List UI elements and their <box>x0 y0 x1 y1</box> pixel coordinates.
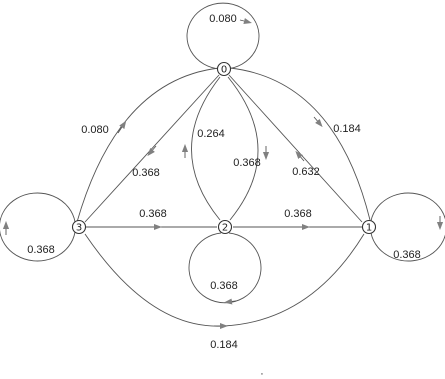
label-0-to-1: 0.184 <box>333 123 361 135</box>
state-node-0 <box>218 63 231 76</box>
edge-2-to-0 <box>185 77 220 220</box>
svg-text:3: 3 <box>75 222 83 234</box>
svg-text:1: 1 <box>365 222 373 234</box>
svg-text:0: 0 <box>220 64 228 76</box>
edge-0-to-1 <box>230 68 370 220</box>
self-loop-2 <box>189 233 261 303</box>
edge-3-to-0 <box>77 68 219 222</box>
label-3-to-1: 0.184 <box>210 339 238 351</box>
svg-text:2: 2 <box>221 222 229 234</box>
label-3-to-0: 0.080 <box>81 124 109 136</box>
label-self-1: 0.368 <box>393 249 421 261</box>
label-3-to-2: 0.368 <box>139 208 167 220</box>
edge-1-to-0 <box>229 75 362 222</box>
label-2-to-0: 0.264 <box>197 128 225 140</box>
label-0-to-3: 0.368 <box>132 167 160 179</box>
footer-mark: · <box>260 368 264 379</box>
edge-0-to-2 <box>228 77 266 220</box>
label-self-2: 0.368 <box>210 280 238 292</box>
label-1-to-0: 0.632 <box>292 166 320 178</box>
label-0-to-2: 0.368 <box>233 157 261 169</box>
edge-0-to-3 <box>85 75 219 222</box>
state-node-2 <box>219 221 232 234</box>
label-2-to-1: 0.368 <box>284 208 312 220</box>
label-self-0: 0.080 <box>209 13 237 25</box>
state-node-1 <box>363 221 376 234</box>
state-node-3 <box>73 221 86 234</box>
label-self-3: 0.368 <box>27 244 55 256</box>
